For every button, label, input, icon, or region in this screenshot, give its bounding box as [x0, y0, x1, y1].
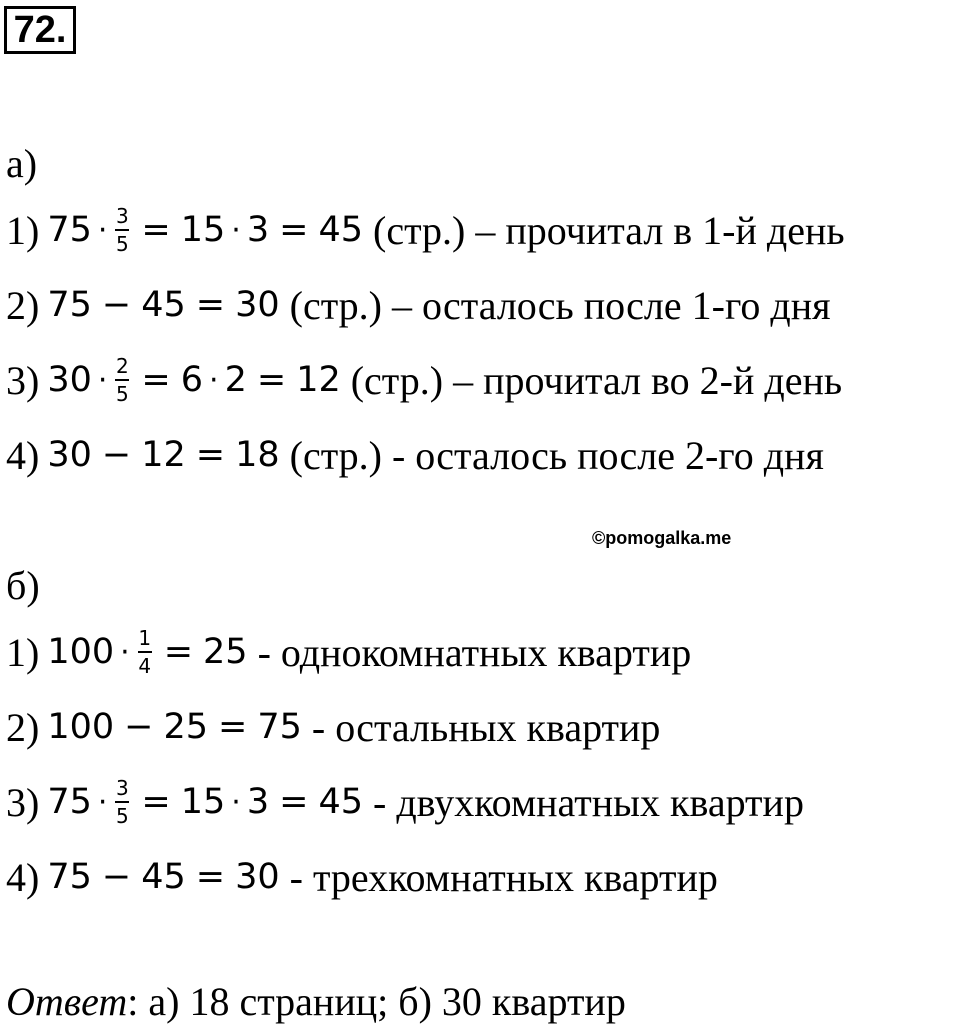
operand: 6 — [180, 360, 204, 400]
part-a-line-4 — [6, 425, 824, 485]
multiply-sign: · — [97, 212, 108, 248]
operand: 25 — [163, 707, 209, 747]
operand: 30 — [47, 435, 92, 475]
minus-sign: − — [101, 285, 132, 325]
part-b-line-3 — [6, 772, 804, 832]
step-description: (стр.) – прочитал во 2-й день — [350, 357, 843, 403]
part-a-line-3 — [6, 350, 842, 410]
fraction-numerator: 3 — [116, 204, 129, 228]
result: 18 — [235, 435, 280, 475]
fraction-denominator: 5 — [116, 804, 129, 828]
result: 12 — [296, 360, 341, 400]
minus-sign: − — [101, 435, 132, 475]
step-description: - трехкомнатных квартир — [289, 854, 718, 900]
step-number: 2) — [6, 282, 40, 328]
fraction — [138, 628, 152, 676]
fraction-bar — [115, 801, 129, 803]
multiply-sign: · — [97, 362, 108, 398]
operand: 12 — [141, 435, 186, 475]
equals-sign: = — [195, 435, 226, 475]
fraction-denominator: 5 — [116, 232, 129, 256]
multiply-sign: · — [97, 784, 108, 820]
minus-sign: − — [124, 707, 154, 747]
step-number: 3) — [6, 779, 40, 825]
operand: 75 — [47, 857, 92, 897]
task-number-box — [4, 6, 76, 54]
minus-sign: − — [101, 857, 132, 897]
fraction-numerator: 3 — [116, 776, 129, 800]
fraction-bar — [115, 379, 129, 381]
equals-sign: = — [195, 285, 226, 325]
step-number: 1) — [6, 629, 40, 675]
task-number: 72. — [13, 9, 67, 51]
fraction — [115, 778, 129, 826]
operand: 75 — [47, 210, 92, 250]
equals-sign: = — [141, 210, 171, 250]
fraction-denominator: 4 — [138, 654, 152, 678]
step-number: 2) — [6, 704, 40, 750]
step-description: - двухкомнатных квартир — [373, 779, 804, 825]
part-a-line-2 — [6, 275, 831, 335]
operand: 75 — [47, 782, 92, 822]
operand: 30 — [47, 360, 92, 400]
result: 30 — [235, 857, 280, 897]
equals-sign: = — [141, 360, 171, 400]
operand: 100 — [47, 632, 115, 672]
operand: 15 — [180, 782, 226, 822]
fraction-numerator: 2 — [116, 354, 129, 378]
equals-sign: = — [279, 210, 309, 250]
result: 45 — [318, 210, 363, 250]
answer-text: а) 18 страниц; б) 30 квартир — [138, 979, 626, 1024]
part-b-line-1 — [6, 622, 691, 682]
step-number: 3) — [6, 357, 40, 403]
fraction-denominator: 5 — [116, 382, 129, 406]
equals-sign: = — [279, 782, 309, 822]
multiply-sign: · — [231, 784, 241, 820]
operand: 3 — [246, 210, 270, 250]
operand: 3 — [246, 782, 270, 822]
operand: 2 — [224, 360, 247, 400]
equals-sign: = — [256, 360, 287, 400]
result: 45 — [318, 782, 363, 822]
part-a-line-1 — [6, 200, 845, 260]
part-a-label: а) — [6, 141, 38, 186]
step-number: 4) — [6, 854, 40, 900]
operand: 15 — [180, 210, 226, 250]
fraction — [115, 206, 129, 254]
step-description: - остальных квартир — [311, 704, 661, 750]
watermark: ©pomogalka.me — [592, 528, 732, 548]
multiply-sign: · — [231, 212, 241, 248]
equals-sign: = — [195, 857, 226, 897]
multiply-sign: · — [120, 634, 130, 670]
result: 30 — [235, 285, 280, 325]
part-b-line-4 — [6, 847, 718, 907]
equals-sign: = — [218, 707, 248, 747]
step-number: 4) — [6, 432, 40, 478]
step-description: (стр.) – осталось после 1-го дня — [289, 282, 831, 328]
equals-sign: = — [163, 632, 194, 672]
fraction-bar — [115, 229, 129, 231]
step-description: (стр.) - осталось после 2-го дня — [289, 432, 824, 478]
operand: 75 — [47, 285, 92, 325]
multiply-sign: · — [209, 362, 219, 398]
part-b-label: б) — [6, 563, 40, 608]
result: 75 — [257, 707, 302, 747]
step-description: - однокомнатных квартир — [257, 629, 692, 675]
equals-sign: = — [141, 782, 171, 822]
part-b-line-2 — [6, 697, 660, 757]
operand: 100 — [47, 707, 115, 747]
result: 25 — [203, 632, 248, 672]
step-number: 1) — [6, 207, 40, 253]
fraction-numerator: 1 — [138, 626, 152, 650]
fraction-bar — [138, 651, 152, 653]
operand: 45 — [141, 857, 186, 897]
step-description: (стр.) – прочитал в 1-й день — [373, 207, 845, 253]
operand: 45 — [141, 285, 186, 325]
answer-colon: : — [127, 979, 139, 1024]
answer-label: Ответ — [6, 979, 128, 1024]
answer-line — [6, 978, 626, 1025]
fraction — [115, 356, 129, 404]
